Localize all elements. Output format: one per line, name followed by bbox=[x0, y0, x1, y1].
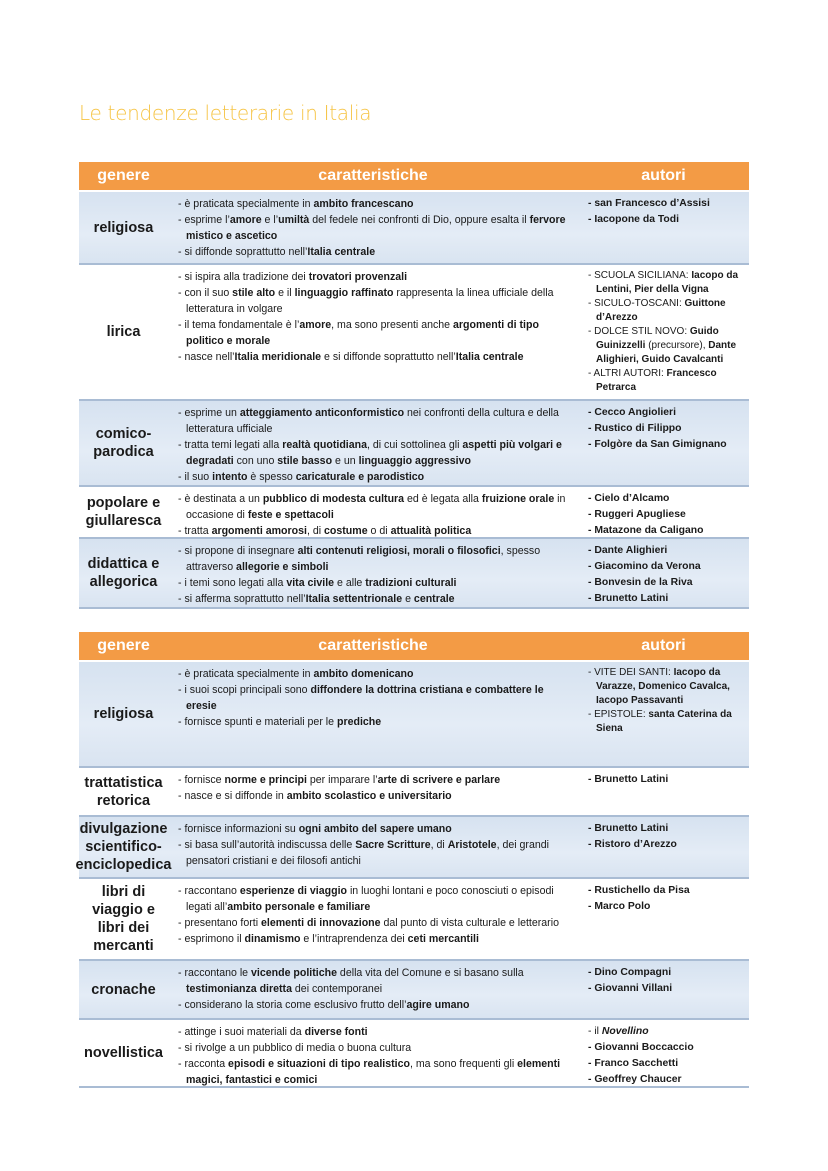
characteristics-cell bbox=[168, 879, 578, 959]
text-segment: - Brunetto Latini bbox=[588, 593, 669, 604]
characteristics-cell bbox=[168, 401, 578, 485]
text-segment: - Geoffrey Chaucer bbox=[588, 1074, 682, 1085]
text-segment: Guido Guinizzelli bbox=[596, 326, 719, 351]
bullet-line bbox=[586, 981, 745, 997]
text-segment: - fornisce informazioni su bbox=[178, 823, 299, 835]
text-segment: fervore mistico e ascetico bbox=[186, 214, 566, 242]
text-segment: attualità politica bbox=[390, 525, 472, 537]
bullet-line bbox=[176, 883, 574, 915]
text-segment: - Brunetto Latini bbox=[588, 774, 669, 785]
page-title: Le tendenze letterarie in Italia bbox=[79, 101, 372, 125]
text-segment: - il bbox=[588, 1026, 602, 1037]
bullet-line bbox=[586, 507, 745, 523]
text-segment: trovatori provenzali bbox=[308, 271, 408, 283]
bullet-line bbox=[176, 575, 574, 591]
text-segment: feste e spettacoli bbox=[247, 509, 334, 521]
bullet-line bbox=[176, 591, 574, 607]
text-segment: - EPISTOLE: bbox=[588, 709, 649, 720]
text-segment: (precursore), bbox=[645, 340, 709, 351]
bullet-line bbox=[586, 965, 745, 981]
header-autori: autori bbox=[641, 167, 686, 184]
table-row bbox=[79, 265, 749, 401]
text-segment: linguaggio raffinato bbox=[294, 287, 394, 299]
text-segment: vicende politiche bbox=[251, 967, 337, 979]
bullet-line bbox=[176, 196, 574, 212]
text-segment: della vita del Comune e si basano sulla bbox=[336, 967, 524, 979]
bullet-line bbox=[176, 915, 574, 931]
bullet-line bbox=[586, 421, 745, 437]
text-segment: - VITE DEI SANTI: bbox=[588, 667, 674, 678]
text-segment: , ma sono frequenti gli bbox=[409, 1058, 518, 1070]
characteristics-cell bbox=[168, 265, 578, 399]
bullet-line bbox=[176, 285, 574, 317]
bullet-line bbox=[586, 883, 745, 899]
text-segment: dal punto di vista culturale e letterario bbox=[380, 917, 559, 929]
text-segment: - Iacopone da Todi bbox=[588, 214, 680, 225]
text-segment: - considerano la storia come esclusivo frutto dell’ bbox=[178, 999, 407, 1011]
text-segment: - Giovanni Villani bbox=[588, 983, 673, 994]
text-segment: stile alto bbox=[232, 287, 276, 299]
bullet-line bbox=[586, 491, 745, 507]
text-segment: del fedele nei confronti di Dio, oppure esalta il bbox=[309, 214, 530, 226]
text-segment: santa Caterina da Siena bbox=[596, 709, 732, 734]
text-segment: fruizione orale bbox=[481, 493, 555, 505]
text-segment: alti contenuti religiosi, morali o filosofici bbox=[297, 545, 501, 557]
text-segment: Sacre Scritture bbox=[355, 839, 431, 851]
bullet-line bbox=[176, 405, 574, 437]
table-row bbox=[79, 401, 749, 487]
genre-cell: trattatistica retorica bbox=[84, 774, 163, 809]
table-row bbox=[79, 1020, 749, 1088]
text-segment: atteggiamento anticonformistico bbox=[239, 407, 405, 419]
characteristics-cell bbox=[168, 817, 578, 877]
text-segment: e l’intraprendenza dei bbox=[300, 933, 408, 945]
characteristics-cell bbox=[168, 1020, 578, 1086]
text-segment: - esprimono il bbox=[178, 933, 245, 945]
bullet-line bbox=[176, 931, 574, 947]
authors-cell bbox=[578, 961, 749, 1018]
genres-table-2 bbox=[75, 632, 749, 1088]
bullet-line bbox=[176, 437, 574, 469]
table-header bbox=[79, 162, 749, 190]
text-segment: - SICULO-TOSCANI: bbox=[588, 298, 685, 309]
authors-cell bbox=[578, 662, 749, 766]
text-segment: - si diffonde soprattutto nell’ bbox=[178, 246, 308, 258]
text-segment: elementi magici, fantastici e comici bbox=[186, 1058, 561, 1086]
bullet-line bbox=[586, 523, 745, 539]
bullet-line bbox=[586, 837, 745, 853]
text-segment: tradizioni culturali bbox=[365, 577, 457, 589]
bullet-line bbox=[176, 997, 574, 1013]
bullet-line bbox=[586, 708, 745, 736]
text-segment: - nasce nell’ bbox=[178, 351, 235, 363]
text-segment: dei contemporanei bbox=[291, 983, 383, 995]
text-segment: realtà quotidiana bbox=[282, 439, 367, 451]
authors-cell bbox=[578, 539, 749, 607]
bullet-line bbox=[586, 405, 745, 421]
text-segment: e l’ bbox=[261, 214, 279, 226]
text-segment: - ALTRI AUTORI: bbox=[588, 368, 667, 379]
text-segment: diverse fonti bbox=[304, 1026, 368, 1038]
text-segment: - raccontano le bbox=[178, 967, 252, 979]
table-header bbox=[79, 632, 749, 660]
text-segment: umiltà bbox=[278, 214, 310, 226]
text-segment: - Bonvesin de la Riva bbox=[588, 577, 693, 588]
text-segment: per imparare l’ bbox=[306, 774, 378, 786]
genre-cell: libri di viaggio e libri dei mercanti bbox=[92, 884, 155, 954]
text-segment: - Rustico di Filippo bbox=[588, 423, 682, 434]
text-segment: - è praticata specialmente in bbox=[178, 198, 314, 210]
bullet-line bbox=[176, 543, 574, 575]
bullet-line bbox=[176, 523, 574, 539]
text-segment: - nasce e si diffonde in bbox=[178, 790, 287, 802]
bullet-line bbox=[176, 1056, 574, 1088]
text-segment: norme e principi bbox=[224, 774, 307, 786]
text-segment: dinamismo bbox=[244, 933, 301, 945]
bullet-line bbox=[586, 1040, 745, 1056]
text-segment: - Rustichello da Pisa bbox=[588, 885, 690, 896]
bullet-line bbox=[586, 367, 745, 395]
genre-cell: divulgazione scientifico-enciclopedica bbox=[75, 821, 172, 873]
bullet-line bbox=[586, 559, 745, 575]
text-segment: - Dante Alighieri bbox=[588, 545, 668, 556]
text-segment: e si diffonde soprattutto nell’ bbox=[321, 351, 456, 363]
text-segment: - si basa sull’autorità indiscussa delle bbox=[178, 839, 356, 851]
text-segment: - Cecco Angiolieri bbox=[588, 407, 676, 418]
text-segment: - SCUOLA SICILIANA: bbox=[588, 270, 692, 281]
header-genere: genere bbox=[97, 637, 150, 654]
text-segment: Guittone d’Arezzo bbox=[596, 298, 726, 323]
text-segment: episodi e situazioni di tipo realistico bbox=[228, 1058, 410, 1070]
bullet-line bbox=[586, 437, 745, 453]
bullet-line bbox=[176, 212, 574, 244]
bullet-line bbox=[176, 666, 574, 682]
text-segment: - si rivolge a un pubblico di media o buona cultura bbox=[178, 1042, 412, 1054]
text-segment: - esprime un bbox=[178, 407, 240, 419]
text-segment: , ma sono presenti anche bbox=[331, 319, 454, 331]
text-segment: - presentano forti bbox=[178, 917, 262, 929]
characteristics-cell bbox=[168, 487, 578, 537]
text-segment: - DOLCE STIL NOVO: bbox=[588, 326, 690, 337]
header-caratteristiche: caratteristiche bbox=[318, 167, 428, 184]
authors-cell bbox=[578, 487, 749, 537]
text-segment: - Marco Polo bbox=[588, 901, 651, 912]
text-segment: - si propone di insegnare bbox=[178, 545, 298, 557]
text-segment: - Giacomino da Verona bbox=[588, 561, 701, 572]
text-segment: - si ispira alla tradizione dei bbox=[178, 271, 309, 283]
text-segment: - san Francesco d’Assisi bbox=[588, 198, 710, 209]
text-segment: diffondere la dottrina cristiana e combattere le eresie bbox=[186, 684, 544, 712]
text-segment: Francesco Petrarca bbox=[596, 368, 717, 393]
authors-cell bbox=[578, 1020, 749, 1086]
text-segment: aspetti più volgari e degradati bbox=[186, 439, 562, 467]
text-segment: prediche bbox=[336, 716, 382, 728]
text-segment: amore bbox=[229, 214, 262, 226]
text-segment: costume bbox=[324, 525, 368, 537]
text-segment: elementi di innovazione bbox=[261, 917, 381, 929]
bullet-line bbox=[176, 965, 574, 997]
bullet-line bbox=[586, 196, 745, 212]
genre-cell: religiosa bbox=[93, 219, 154, 236]
text-segment: arte di scrivere e parlare bbox=[377, 774, 501, 786]
text-segment: , dei grandi pensatori cristiani e dei filosofi antichi bbox=[186, 839, 549, 867]
characteristics-cell bbox=[168, 539, 578, 607]
text-segment: - esprime l’ bbox=[178, 214, 230, 226]
text-segment: con uno bbox=[233, 455, 278, 467]
characteristics-cell bbox=[168, 768, 578, 815]
table-row bbox=[79, 487, 749, 539]
text-segment: centrale bbox=[413, 593, 455, 605]
bullet-line bbox=[586, 297, 745, 325]
text-segment: , spesso attraverso bbox=[186, 545, 541, 573]
text-segment: pubblico di modesta cultura bbox=[262, 493, 405, 505]
text-segment: linguaggio aggressivo bbox=[358, 455, 471, 467]
bullet-line bbox=[586, 591, 745, 607]
text-segment: Iacopo da Lentini, Pier della Vigna bbox=[596, 270, 739, 295]
text-segment: - racconta bbox=[178, 1058, 229, 1070]
characteristics-cell bbox=[168, 662, 578, 766]
text-segment: caricaturale e parodistico bbox=[295, 471, 425, 483]
text-segment: - i suoi scopi principali sono bbox=[178, 684, 311, 696]
genre-cell: comico-parodica bbox=[93, 426, 154, 460]
genre-cell: cronache bbox=[91, 981, 156, 998]
text-segment: rappresenta la linea ufficiale della letteratura in volgare bbox=[186, 287, 554, 315]
genres-table-1 bbox=[79, 162, 749, 609]
bullet-line bbox=[586, 772, 745, 788]
text-segment: - Brunetto Latini bbox=[588, 823, 669, 834]
text-segment: ambito personale e familiare bbox=[227, 901, 371, 913]
text-segment: stile basso bbox=[277, 455, 333, 467]
text-segment: è spesso bbox=[247, 471, 296, 483]
bullet-line bbox=[586, 666, 745, 708]
bullet-line bbox=[176, 714, 574, 730]
text-segment: Italia centrale bbox=[455, 351, 524, 363]
text-segment: e un bbox=[332, 455, 359, 467]
bullet-line bbox=[586, 1056, 745, 1072]
genre-cell: didattica e allegorica bbox=[87, 556, 160, 590]
text-segment: agire umano bbox=[406, 999, 470, 1011]
text-segment: - attinge i suoi materiali da bbox=[178, 1026, 305, 1038]
text-segment: - si afferma soprattutto nell’ bbox=[178, 593, 306, 605]
authors-cell bbox=[578, 401, 749, 485]
text-segment: ed è legata alla bbox=[404, 493, 482, 505]
bullet-line bbox=[586, 1072, 745, 1088]
genre-cell: popolare e giullaresca bbox=[85, 495, 162, 529]
bullet-line bbox=[176, 244, 574, 260]
genre-cell: religiosa bbox=[93, 706, 154, 722]
authors-cell bbox=[578, 192, 749, 263]
text-segment: - Ristoro d’Arezzo bbox=[588, 839, 677, 850]
text-segment: - fornisce bbox=[178, 774, 225, 786]
text-segment: ceti mercantili bbox=[407, 933, 479, 945]
text-segment: - i temi sono legati alla bbox=[178, 577, 287, 589]
text-segment: - Franco Sacchetti bbox=[588, 1058, 679, 1069]
text-segment: - il suo bbox=[178, 471, 213, 483]
text-segment: Iacopo da Varazze, Domenico Cavalca, Iacopo Passavanti bbox=[596, 667, 730, 706]
table-row bbox=[79, 192, 749, 265]
text-segment: ogni ambito del sapere umano bbox=[298, 823, 452, 835]
text-segment: argomenti amorosi bbox=[211, 525, 307, 537]
bullet-line bbox=[176, 269, 574, 285]
text-segment: , di cui sottolinea gli bbox=[366, 439, 463, 451]
characteristics-cell bbox=[168, 192, 578, 263]
text-segment: in occasione di bbox=[186, 493, 566, 521]
bullet-line bbox=[586, 899, 745, 915]
text-segment: e il bbox=[275, 287, 295, 299]
bullet-line bbox=[176, 837, 574, 869]
bullet-line bbox=[586, 543, 745, 559]
text-segment: testimonianza diretta bbox=[186, 983, 292, 995]
text-segment: - Giovanni Boccaccio bbox=[588, 1042, 694, 1053]
bullet-line bbox=[586, 269, 745, 297]
text-segment: intento bbox=[212, 471, 248, 483]
bullet-line bbox=[586, 1024, 745, 1040]
text-segment: ambito domenicano bbox=[313, 668, 414, 680]
table-row bbox=[75, 817, 749, 879]
bullet-line bbox=[176, 349, 574, 365]
authors-cell bbox=[578, 817, 749, 877]
text-segment: amore bbox=[299, 319, 332, 331]
bullet-line bbox=[176, 1040, 574, 1056]
bullet-line bbox=[176, 788, 574, 804]
text-segment: Aristotele bbox=[447, 839, 497, 851]
text-segment: esperienze di viaggio bbox=[239, 885, 347, 897]
bullet-line bbox=[176, 682, 574, 714]
bullet-line bbox=[176, 491, 574, 523]
text-segment: ambito scolastico e universitario bbox=[286, 790, 452, 802]
table-row bbox=[79, 961, 749, 1020]
text-segment: Italia centrale bbox=[307, 246, 376, 258]
bullet-line bbox=[586, 325, 745, 367]
text-segment: - tratta temi legati alla bbox=[178, 439, 283, 451]
authors-cell bbox=[578, 879, 749, 959]
bullet-line bbox=[176, 821, 574, 837]
text-segment: allegorie e simboli bbox=[236, 561, 329, 573]
text-segment: - Matazone da Caligano bbox=[588, 525, 704, 536]
bullet-line bbox=[586, 212, 745, 228]
table-body bbox=[75, 662, 749, 1088]
text-segment: - è destinata a un bbox=[178, 493, 263, 505]
text-segment: - fornisce spunti e materiali per le bbox=[178, 716, 337, 728]
text-segment: - il tema fondamentale è l’ bbox=[178, 319, 300, 331]
text-segment: - Cielo d’Alcamo bbox=[588, 493, 670, 504]
table-row bbox=[79, 768, 749, 817]
text-segment: - Ruggeri Apugliese bbox=[588, 509, 686, 520]
text-segment: - Dino Compagni bbox=[588, 967, 672, 978]
text-segment: - tratta bbox=[178, 525, 212, 537]
text-segment: , di bbox=[306, 525, 325, 537]
text-segment: e alle bbox=[334, 577, 366, 589]
bullet-line bbox=[176, 1024, 574, 1040]
text-segment: nei confronti della cultura e della letteratura ufficiale bbox=[186, 407, 559, 435]
text-segment: Italia settentrionale bbox=[305, 593, 403, 605]
table-body bbox=[79, 192, 749, 609]
text-segment: o di bbox=[367, 525, 391, 537]
bullet-line bbox=[176, 317, 574, 349]
text-segment: - Folgòre da San Gimignano bbox=[588, 439, 727, 450]
text-segment: e bbox=[402, 593, 414, 605]
characteristics-cell bbox=[168, 961, 578, 1018]
text-segment: Dante Alighieri, Guido Cavalcanti bbox=[596, 340, 737, 365]
text-segment: ambito francescano bbox=[313, 198, 414, 210]
text-segment: vita civile bbox=[286, 577, 335, 589]
text-segment: Italia meridionale bbox=[234, 351, 322, 363]
text-segment: in luoghi lontani e poco conosciuti o episodi legati all’ bbox=[186, 885, 554, 913]
table-row bbox=[79, 662, 749, 768]
header-autori: autori bbox=[641, 637, 686, 654]
bullet-line bbox=[176, 469, 574, 485]
table-row bbox=[79, 879, 749, 961]
bullet-line bbox=[586, 821, 745, 837]
header-genere: genere bbox=[97, 167, 150, 184]
text-segment: - con il suo bbox=[178, 287, 233, 299]
text-segment: Novellino bbox=[601, 1026, 649, 1037]
genre-cell: lirica bbox=[106, 324, 141, 340]
text-segment: - raccontano bbox=[178, 885, 240, 897]
bullet-line bbox=[586, 575, 745, 591]
text-segment: , di bbox=[430, 839, 448, 851]
genre-cell: novellistica bbox=[84, 1045, 163, 1061]
header-caratteristiche: caratteristiche bbox=[318, 637, 428, 654]
bullet-line bbox=[176, 772, 574, 788]
text-segment: - è praticata specialmente in bbox=[178, 668, 314, 680]
table-row bbox=[79, 539, 749, 609]
text-segment: argomenti di tipo politico e morale bbox=[186, 319, 539, 347]
authors-cell bbox=[578, 768, 749, 815]
authors-cell bbox=[578, 265, 749, 399]
